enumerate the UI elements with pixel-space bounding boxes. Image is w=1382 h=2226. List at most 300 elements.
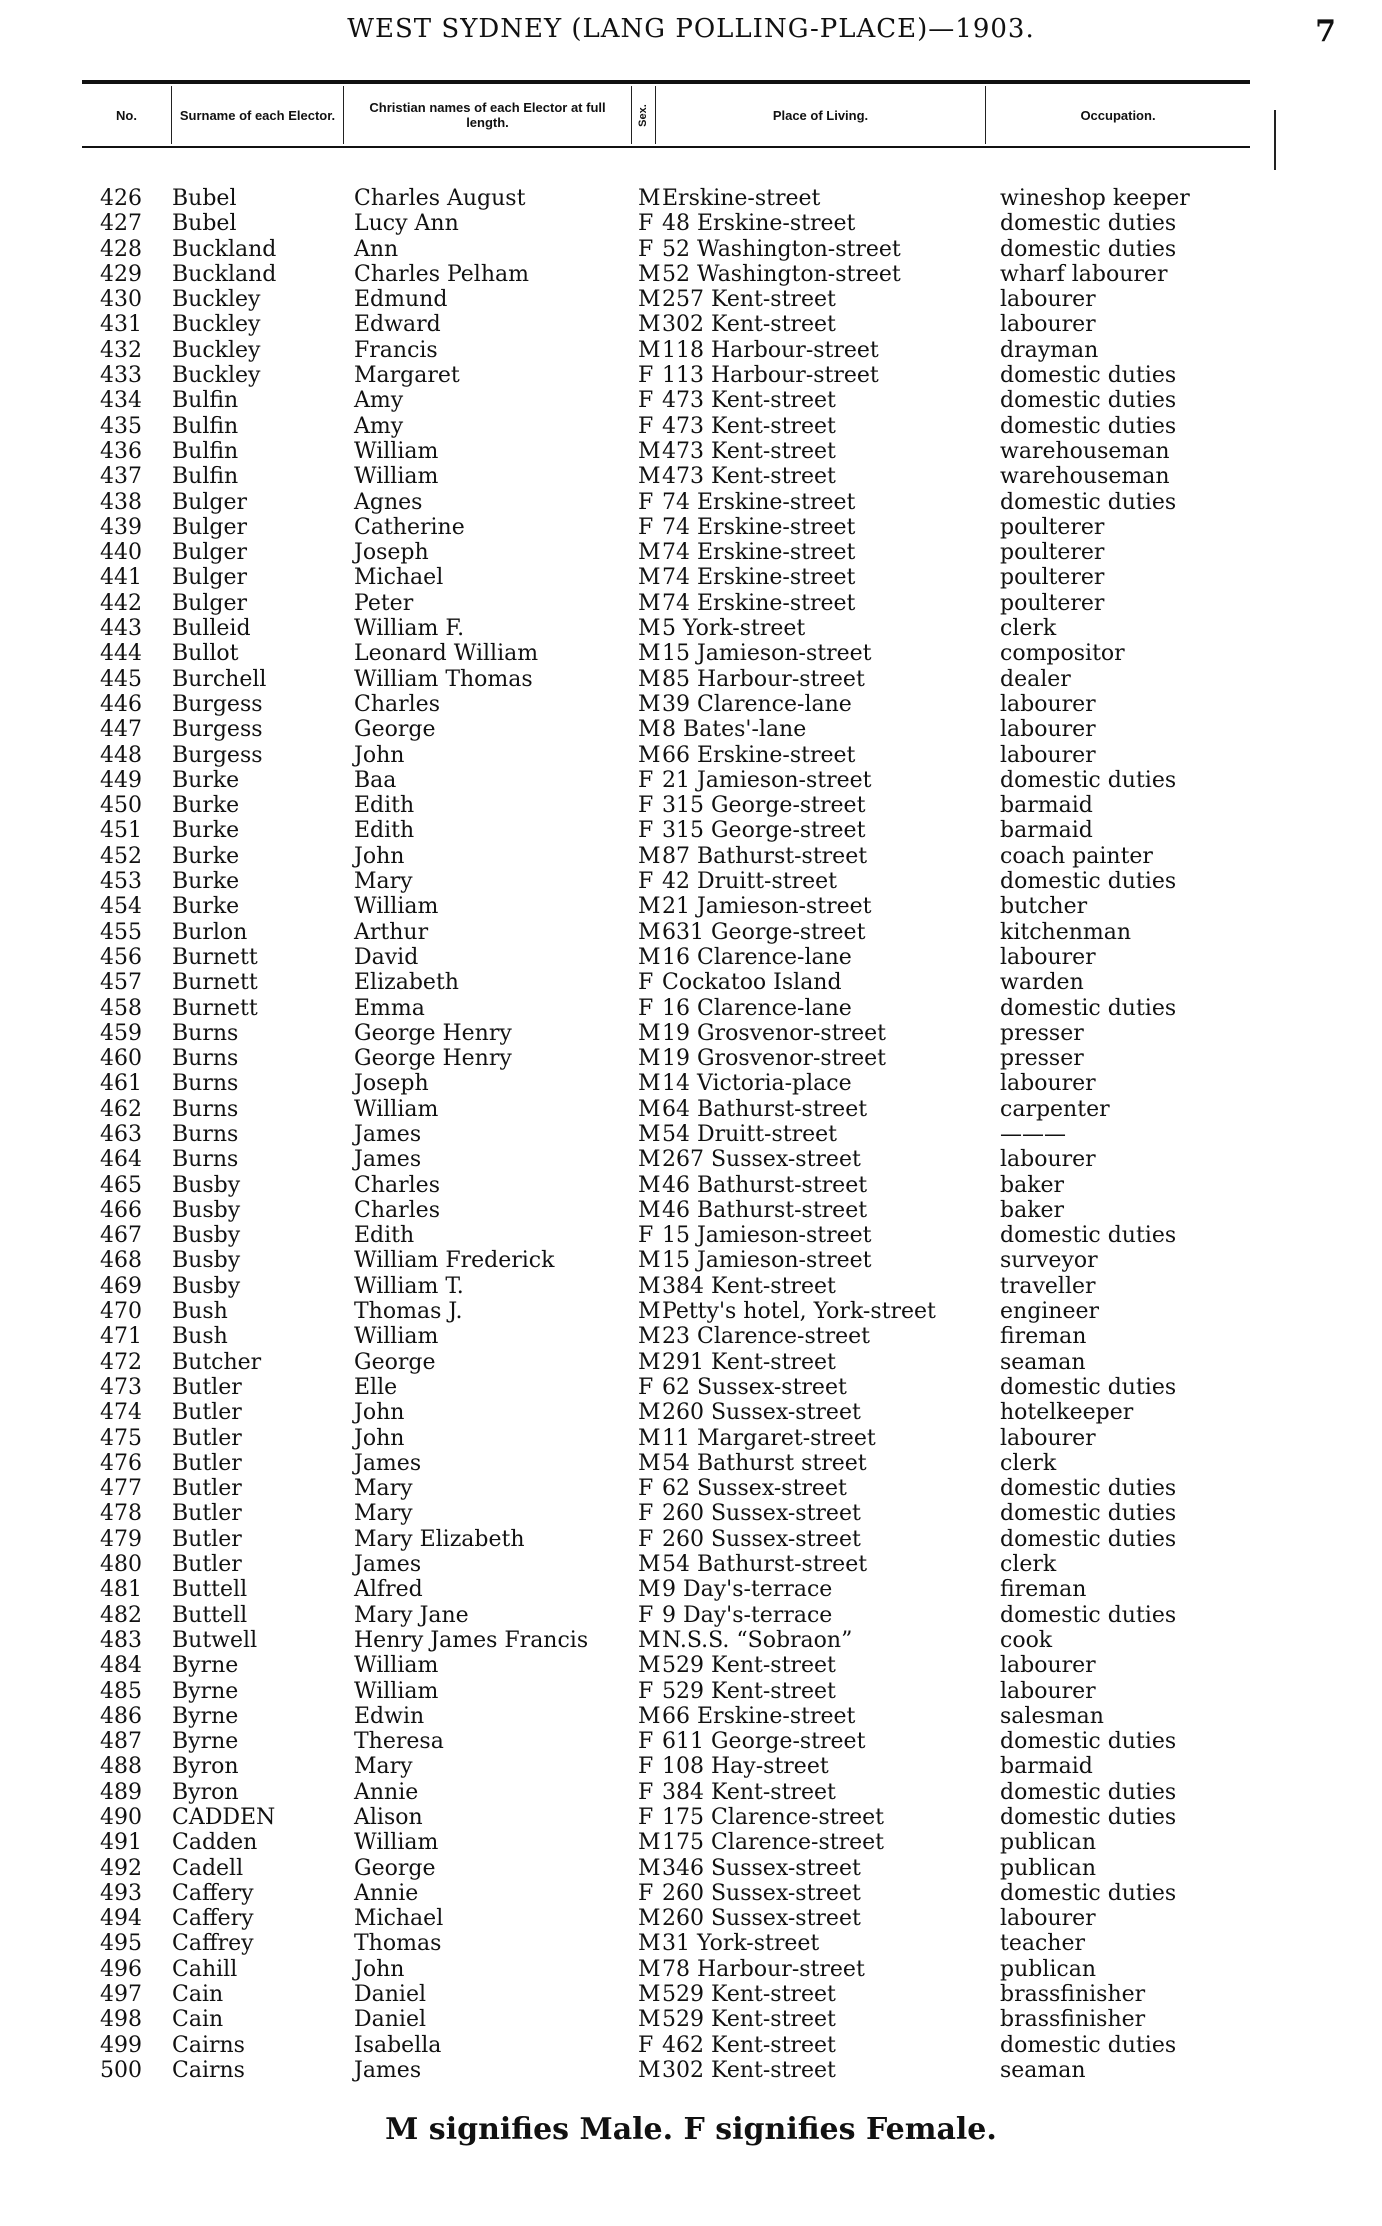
elector-number: 467 xyxy=(100,1223,142,1249)
elector-sex: M xyxy=(638,616,661,642)
elector-number: 482 xyxy=(100,1602,142,1628)
elector-surname: Bush xyxy=(172,1324,228,1350)
table-row xyxy=(100,1527,1260,1552)
elector-occupation: fireman xyxy=(1000,1324,1087,1350)
elector-occupation: poulterer xyxy=(1000,590,1105,616)
elector-surname: Busby xyxy=(172,1273,241,1299)
elector-surname: Byrne xyxy=(172,1653,239,1679)
elector-sex: M xyxy=(638,1197,661,1223)
elector-occupation: clerk xyxy=(1000,616,1057,642)
column-header-sex xyxy=(632,86,656,144)
elector-sex: M xyxy=(638,894,661,920)
elector-place-of-living: 16 Clarence-lane xyxy=(662,995,852,1021)
table-row xyxy=(100,818,1260,843)
table-row xyxy=(100,1501,1260,1526)
elector-sex: M xyxy=(638,1096,661,1122)
elector-occupation: labourer xyxy=(1000,312,1096,338)
elector-surname: Burns xyxy=(172,1020,239,1046)
elector-christian-names: George xyxy=(354,717,436,743)
elector-christian-names: Baa xyxy=(354,767,397,793)
elector-place-of-living: 16 Clarence-lane xyxy=(662,944,852,970)
elector-place-of-living: 62 Sussex-street xyxy=(662,1476,847,1502)
elector-sex: F xyxy=(638,869,654,895)
table-row xyxy=(100,1021,1260,1046)
elector-sex: F xyxy=(638,1880,654,1906)
elector-christian-names: Arthur xyxy=(354,919,429,945)
elector-occupation: cook xyxy=(1000,1627,1053,1653)
elector-place-of-living: N.S.S. “Sobraon” xyxy=(662,1627,853,1653)
elector-christian-names: Edwin xyxy=(354,1703,425,1729)
table-row xyxy=(100,1097,1260,1122)
elector-occupation: domestic duties xyxy=(1000,1729,1177,1755)
elector-number: 495 xyxy=(100,1931,142,1957)
table-row xyxy=(100,1805,1260,1830)
elector-surname: Butler xyxy=(172,1552,242,1578)
elector-christian-names: Michael xyxy=(354,565,444,591)
elector-place-of-living: Petty's hotel, York-street xyxy=(662,1299,936,1325)
elector-sex: M xyxy=(638,1855,661,1881)
table-row xyxy=(100,490,1260,515)
elector-number: 499 xyxy=(100,2032,142,2058)
page-number: 7 xyxy=(1315,14,1336,49)
elector-occupation: baker xyxy=(1000,1172,1065,1198)
elector-number: 451 xyxy=(100,818,142,844)
elector-number: 454 xyxy=(100,894,142,920)
elector-place-of-living: 52 Washington-street xyxy=(662,261,901,287)
column-header-occupation: Occupation. xyxy=(1080,107,1156,123)
elector-surname: Bulfin xyxy=(172,388,239,414)
elector-sex: M xyxy=(638,287,661,313)
elector-christian-names: Daniel xyxy=(354,1982,427,2008)
elector-place-of-living: 267 Sussex-street xyxy=(662,1147,861,1173)
table-row xyxy=(100,515,1260,540)
elector-sex: M xyxy=(638,1147,661,1173)
elector-place-of-living: 473 Kent-street xyxy=(662,413,836,439)
elector-christian-names: Edith xyxy=(354,818,415,844)
elector-place-of-living: 42 Druitt-street xyxy=(662,869,837,895)
elector-number: 449 xyxy=(100,767,142,793)
elector-occupation: labourer xyxy=(1000,1425,1096,1451)
table-row xyxy=(100,1324,1260,1349)
elector-surname: Burnett xyxy=(172,995,258,1021)
elector-christian-names: George xyxy=(354,1855,436,1881)
elector-surname: Burchell xyxy=(172,666,267,692)
elector-sex: M xyxy=(638,1020,661,1046)
elector-surname: Bubel xyxy=(172,186,237,211)
table-row xyxy=(100,1173,1260,1198)
table-row xyxy=(100,1375,1260,1400)
elector-christian-names: William Thomas xyxy=(354,666,533,692)
elector-christian-names: William xyxy=(354,1324,439,1350)
elector-occupation: dealer xyxy=(1000,666,1071,692)
elector-occupation: domestic duties xyxy=(1000,236,1177,262)
elector-surname: CADDEN xyxy=(172,1805,276,1830)
elector-occupation: labourer xyxy=(1000,944,1096,970)
table-row xyxy=(100,363,1260,388)
table-row xyxy=(100,743,1260,768)
elector-surname: Cadell xyxy=(172,1855,244,1881)
elector-sex: M xyxy=(638,1956,661,1982)
elector-place-of-living: 260 Sussex-street xyxy=(662,1400,861,1426)
elector-number: 493 xyxy=(100,1880,142,1906)
elector-christian-names: William xyxy=(354,1653,439,1679)
elector-place-of-living: 74 Erskine-street xyxy=(662,514,856,540)
elector-christian-names: Edith xyxy=(354,1223,415,1249)
elector-sex: M xyxy=(638,590,661,616)
elector-surname: Bulger xyxy=(172,590,247,616)
elector-occupation: engineer xyxy=(1000,1299,1100,1325)
table-row xyxy=(100,2007,1260,2032)
table-row xyxy=(100,1274,1260,1299)
elector-christian-names: George xyxy=(354,1349,436,1375)
elector-occupation: hotelkeeper xyxy=(1000,1400,1134,1426)
elector-occupation: poulterer xyxy=(1000,565,1105,591)
elector-sex: F xyxy=(638,995,654,1021)
elector-occupation: domestic duties xyxy=(1000,1223,1177,1249)
elector-christian-names: Michael xyxy=(354,1906,444,1932)
elector-surname: Bulleid xyxy=(172,616,251,642)
elector-number: 461 xyxy=(100,1071,142,1097)
elector-sex: M xyxy=(638,1982,661,2008)
elector-place-of-living: 11 Margaret-street xyxy=(662,1425,876,1451)
elector-surname: Cairns xyxy=(172,2057,245,2083)
elector-surname: Burke xyxy=(172,869,240,895)
elector-christian-names: Elle xyxy=(354,1374,398,1400)
elector-christian-names: William xyxy=(354,1678,439,1704)
elector-christian-names: Charles xyxy=(354,1172,440,1198)
elector-christian-names: Elizabeth xyxy=(354,970,459,996)
elector-sex: F xyxy=(638,211,654,237)
elector-sex: F xyxy=(638,1526,654,1552)
elector-place-of-living: 473 Kent-street xyxy=(662,438,836,464)
elector-christian-names: Leonard William xyxy=(354,641,539,667)
elector-number: 443 xyxy=(100,616,142,642)
elector-christian-names: Ann xyxy=(354,236,399,262)
table-row xyxy=(100,2058,1260,2083)
elector-number: 496 xyxy=(100,1956,142,1982)
elector-surname: Bulfin xyxy=(172,438,239,464)
elector-christian-names: William F. xyxy=(354,616,465,642)
table-row xyxy=(100,1982,1260,2007)
elector-occupation: kitchenman xyxy=(1000,919,1132,945)
elector-sex: F xyxy=(638,514,654,540)
elector-sex: M xyxy=(638,1248,661,1274)
table-row xyxy=(100,844,1260,869)
elector-place-of-living: 384 Kent-street xyxy=(662,1273,836,1299)
elector-surname: Cain xyxy=(172,1982,224,2008)
elector-surname: Butler xyxy=(172,1501,242,1527)
elector-number: 477 xyxy=(100,1476,142,1502)
elector-christian-names: James xyxy=(354,1450,422,1476)
elector-number: 471 xyxy=(100,1324,142,1350)
elector-surname: Burgess xyxy=(172,717,263,743)
elector-surname: Bush xyxy=(172,1299,228,1325)
elector-christian-names: George Henry xyxy=(354,1020,512,1046)
elector-place-of-living: 66 Erskine-street xyxy=(662,1703,856,1729)
elector-occupation: labourer xyxy=(1000,1071,1096,1097)
elector-sex: F xyxy=(638,2032,654,2058)
elector-surname: Buttell xyxy=(172,1577,248,1603)
elector-number: 433 xyxy=(100,363,142,389)
elector-christian-names: Emma xyxy=(354,995,425,1021)
elector-number: 475 xyxy=(100,1425,142,1451)
elector-surname: Butler xyxy=(172,1450,242,1476)
elector-surname: Byrne xyxy=(172,1703,239,1729)
elector-christian-names: James xyxy=(354,2057,422,2083)
elector-place-of-living: 46 Bathurst-street xyxy=(662,1197,868,1223)
elector-christian-names: Charles xyxy=(354,1197,440,1223)
elector-sex: M xyxy=(638,2007,661,2033)
elector-place-of-living: 23 Clarence-street xyxy=(662,1324,870,1350)
elector-surname: Caffery xyxy=(172,1906,254,1932)
elector-place-of-living: 260 Sussex-street xyxy=(662,1501,861,1527)
elector-place-of-living: 291 Kent-street xyxy=(662,1349,836,1375)
elector-place-of-living: 54 Druitt-street xyxy=(662,1121,837,1147)
table-row xyxy=(100,1780,1260,1805)
elector-occupation: fireman xyxy=(1000,1577,1087,1603)
table-row xyxy=(100,1603,1260,1628)
elector-number: 435 xyxy=(100,413,142,439)
elector-occupation: domestic duties xyxy=(1000,211,1177,237)
elector-christian-names: Alfred xyxy=(354,1577,423,1603)
elector-surname: Buckley xyxy=(172,287,261,313)
elector-sex: M xyxy=(638,944,661,970)
elector-number: 463 xyxy=(100,1121,142,1147)
elector-christian-names: Mary Jane xyxy=(354,1602,469,1628)
elector-place-of-living: 611 George-street xyxy=(662,1729,866,1755)
elector-sex: M xyxy=(638,1324,661,1350)
elector-sex: F xyxy=(638,818,654,844)
elector-occupation: surveyor xyxy=(1000,1248,1098,1274)
elector-occupation: labourer xyxy=(1000,1906,1096,1932)
elector-christian-names: John xyxy=(354,1956,405,1982)
elector-sex: M xyxy=(638,1703,661,1729)
table-row xyxy=(100,1350,1260,1375)
elector-sex: F xyxy=(638,1602,654,1628)
elector-christian-names: Peter xyxy=(354,590,414,616)
elector-christian-names: Lucy Ann xyxy=(354,211,459,237)
elector-surname: Burns xyxy=(172,1096,239,1122)
elector-number: 448 xyxy=(100,742,142,768)
elector-number: 489 xyxy=(100,1779,142,1805)
elector-sex: M xyxy=(638,641,661,667)
table-row xyxy=(100,1881,1260,1906)
table-row xyxy=(100,211,1260,236)
elector-occupation: traveller xyxy=(1000,1273,1096,1299)
elector-sex: M xyxy=(638,1349,661,1375)
elector-place-of-living: Cockatoo Island xyxy=(662,970,842,996)
elector-sex: F xyxy=(638,388,654,414)
table-row xyxy=(100,464,1260,489)
elector-sex: F xyxy=(638,1779,654,1805)
elector-occupation: seaman xyxy=(1000,1349,1086,1375)
elector-occupation: presser xyxy=(1000,1046,1084,1072)
elector-sex: F xyxy=(638,1805,654,1830)
elector-occupation: coach painter xyxy=(1000,843,1153,869)
elector-number: 456 xyxy=(100,944,142,970)
elector-number: 478 xyxy=(100,1501,142,1527)
elector-place-of-living: 74 Erskine-street xyxy=(662,565,856,591)
elector-surname: Burns xyxy=(172,1046,239,1072)
table-row xyxy=(100,717,1260,742)
elector-christian-names: Annie xyxy=(354,1880,419,1906)
elector-surname: Bullot xyxy=(172,641,239,667)
table-row xyxy=(100,641,1260,666)
elector-sex: M xyxy=(638,186,661,211)
table-row xyxy=(100,439,1260,464)
elector-occupation: labourer xyxy=(1000,1678,1096,1704)
table-row xyxy=(100,1147,1260,1172)
column-header-surname: Surname of each Elector. xyxy=(172,86,344,144)
elector-place-of-living: 48 Erskine-street xyxy=(662,211,856,237)
elector-surname: Burns xyxy=(172,1071,239,1097)
elector-sex: F xyxy=(638,363,654,389)
elector-sex: M xyxy=(638,1931,661,1957)
elector-christian-names: William T. xyxy=(354,1273,464,1299)
elector-sex: M xyxy=(638,1450,661,1476)
table-row xyxy=(100,312,1260,337)
elector-christian-names: William xyxy=(354,1096,439,1122)
elector-place-of-living: 21 Jamieson-street xyxy=(662,767,872,793)
elector-place-of-living: 87 Bathurst-street xyxy=(662,843,868,869)
elector-place-of-living: 302 Kent-street xyxy=(662,2057,836,2083)
elector-surname: Buttell xyxy=(172,1602,248,1628)
elector-number: 485 xyxy=(100,1678,142,1704)
elector-place-of-living: 315 George-street xyxy=(662,818,866,844)
elector-sex: F xyxy=(638,413,654,439)
elector-surname: Bulger xyxy=(172,514,247,540)
elector-place-of-living: 74 Erskine-street xyxy=(662,489,856,515)
elector-surname: Byrne xyxy=(172,1678,239,1704)
elector-sex: M xyxy=(638,1046,661,1072)
table-row xyxy=(100,1754,1260,1779)
elector-number: 436 xyxy=(100,438,142,464)
elector-surname: Buckley xyxy=(172,312,261,338)
elector-christian-names: Charles Pelham xyxy=(354,261,529,287)
elector-place-of-living: 260 Sussex-street xyxy=(662,1880,861,1906)
elector-christian-names: James xyxy=(354,1552,422,1578)
elector-sex: M xyxy=(638,843,661,869)
elector-place-of-living: 21 Jamieson-street xyxy=(662,894,872,920)
elector-christian-names: Charles xyxy=(354,691,440,717)
elector-surname: Butwell xyxy=(172,1627,258,1653)
elector-occupation: publican xyxy=(1000,1956,1097,1982)
elector-place-of-living: 15 Jamieson-street xyxy=(662,1248,872,1274)
elector-occupation: teacher xyxy=(1000,1931,1086,1957)
elector-surname: Burnett xyxy=(172,944,258,970)
elector-surname: Burns xyxy=(172,1121,239,1147)
elector-place-of-living: 384 Kent-street xyxy=(662,1779,836,1805)
elector-occupation: wharf labourer xyxy=(1000,261,1168,287)
elector-christian-names: William xyxy=(354,438,439,464)
elector-occupation: labourer xyxy=(1000,1147,1096,1173)
elector-occupation: domestic duties xyxy=(1000,1526,1177,1552)
elector-occupation: domestic duties xyxy=(1000,869,1177,895)
elector-surname: Bulfin xyxy=(172,464,239,490)
elector-number: 474 xyxy=(100,1400,142,1426)
elector-occupation: domestic duties xyxy=(1000,1476,1177,1502)
elector-number: 452 xyxy=(100,843,142,869)
elector-sex: M xyxy=(638,312,661,338)
elector-number: 483 xyxy=(100,1627,142,1653)
elector-christian-names: Alison xyxy=(354,1805,423,1830)
elector-occupation: compositor xyxy=(1000,641,1125,667)
elector-christian-names: John xyxy=(354,1425,405,1451)
elector-occupation: warehouseman xyxy=(1000,464,1170,490)
elector-number: 469 xyxy=(100,1273,142,1299)
table-row xyxy=(100,692,1260,717)
elector-sex: M xyxy=(638,1273,661,1299)
elector-surname: Buckley xyxy=(172,363,261,389)
elector-christian-names: Isabella xyxy=(354,2032,442,2058)
elector-sex: M xyxy=(638,742,661,768)
elector-christian-names: William xyxy=(354,894,439,920)
elector-occupation: baker xyxy=(1000,1197,1065,1223)
table-row xyxy=(100,2033,1260,2058)
table-row xyxy=(100,1957,1260,1982)
table-row xyxy=(100,1451,1260,1476)
elector-christian-names: Annie xyxy=(354,1779,419,1805)
table-row xyxy=(100,894,1260,919)
table-row xyxy=(100,1198,1260,1223)
elector-surname: Butler xyxy=(172,1400,242,1426)
elector-place-of-living: 19 Grosvenor-street xyxy=(662,1020,886,1046)
elector-christian-names: Amy xyxy=(354,413,404,439)
elector-christian-names: Edmund xyxy=(354,287,448,313)
elector-place-of-living: 257 Kent-street xyxy=(662,287,836,313)
elector-surname: Caffrey xyxy=(172,1931,254,1957)
elector-sex: M xyxy=(638,1071,661,1097)
elector-number: 434 xyxy=(100,388,142,414)
elector-place-of-living: 529 Kent-street xyxy=(662,2007,836,2033)
elector-number: 430 xyxy=(100,287,142,313)
elector-number: 437 xyxy=(100,464,142,490)
elector-place-of-living: 175 Clarence-street xyxy=(662,1830,884,1856)
elector-place-of-living: 31 York-street xyxy=(662,1931,820,1957)
table-row xyxy=(100,1906,1260,1931)
elector-number: 484 xyxy=(100,1653,142,1679)
elector-number: 468 xyxy=(100,1248,142,1274)
elector-occupation: domestic duties xyxy=(1000,1602,1177,1628)
elector-number: 464 xyxy=(100,1147,142,1173)
elector-surname: Butler xyxy=(172,1476,242,1502)
elector-number: 492 xyxy=(100,1855,142,1881)
table-row xyxy=(100,1223,1260,1248)
elector-number: 473 xyxy=(100,1374,142,1400)
elector-number: 479 xyxy=(100,1526,142,1552)
elector-place-of-living: 108 Hay-street xyxy=(662,1754,829,1780)
elector-occupation: wineshop keeper xyxy=(1000,186,1190,211)
elector-place-of-living: 74 Erskine-street xyxy=(662,540,856,566)
table-row xyxy=(100,414,1260,439)
elector-sex: F xyxy=(638,1374,654,1400)
elector-number: 460 xyxy=(100,1046,142,1072)
elector-place-of-living: 15 Jamieson-street xyxy=(662,641,872,667)
elector-occupation: domestic duties xyxy=(1000,767,1177,793)
table-row xyxy=(100,1628,1260,1653)
elector-occupation: drayman xyxy=(1000,337,1099,363)
elector-surname: Bulger xyxy=(172,540,247,566)
table-row xyxy=(100,1046,1260,1071)
elector-sex: M xyxy=(638,438,661,464)
table-row xyxy=(100,237,1260,262)
elector-surname: Caffery xyxy=(172,1880,254,1906)
elector-place-of-living: 74 Erskine-street xyxy=(662,590,856,616)
table-row xyxy=(100,1426,1260,1451)
elector-occupation: brassfinisher xyxy=(1000,2007,1146,2033)
table-row xyxy=(100,540,1260,565)
elector-sex: F xyxy=(638,767,654,793)
